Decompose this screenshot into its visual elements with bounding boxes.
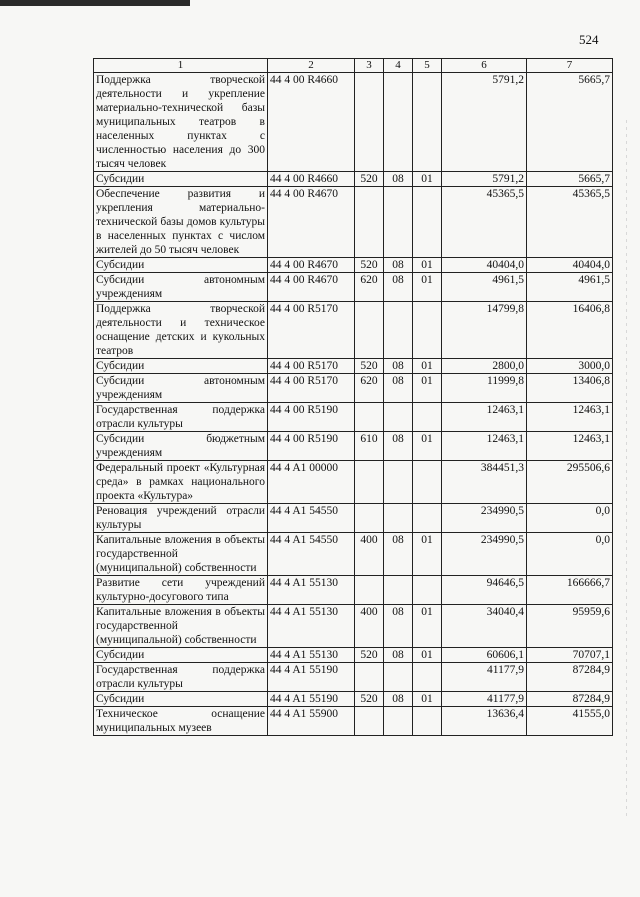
row-col5: 01 (413, 692, 442, 707)
column-header: 5 (413, 59, 442, 73)
row-col4 (384, 504, 413, 533)
row-code: 44 4 00 R5190 (268, 403, 355, 432)
row-col5 (413, 707, 442, 736)
row-value-6: 5791,2 (442, 172, 527, 187)
row-col3 (355, 187, 384, 258)
row-col5: 01 (413, 432, 442, 461)
row-value-6: 34040,4 (442, 605, 527, 648)
row-col5 (413, 504, 442, 533)
row-value-7: 95959,6 (527, 605, 613, 648)
table-row (94, 302, 613, 359)
row-col4 (384, 707, 413, 736)
row-value-7: 3000,0 (527, 359, 613, 374)
row-col3: 520 (355, 172, 384, 187)
row-name: Субсидии (94, 648, 268, 663)
table-row (94, 707, 613, 736)
row-name: Государственная поддержка отрасли культуры (94, 663, 268, 692)
row-value-7: 12463,1 (527, 432, 613, 461)
row-col3: 400 (355, 605, 384, 648)
row-col5: 01 (413, 273, 442, 302)
row-value-7: 12463,1 (527, 403, 613, 432)
row-code: 44 4 A1 54550 (268, 504, 355, 533)
row-name: Субсидии (94, 172, 268, 187)
row-col3: 520 (355, 258, 384, 273)
row-code: 44 4 00 R5170 (268, 302, 355, 359)
scan-top-bar (0, 0, 190, 6)
column-header: 3 (355, 59, 384, 73)
row-col5: 01 (413, 605, 442, 648)
table-row (94, 663, 613, 692)
table-row (94, 692, 613, 707)
row-col5 (413, 461, 442, 504)
row-value-6: 40404,0 (442, 258, 527, 273)
row-value-6: 41177,9 (442, 692, 527, 707)
row-name: Поддержка творческой деятельности и техническое оснащение детских и кукольных театров (94, 302, 268, 359)
table-row (94, 576, 613, 605)
table-row (94, 648, 613, 663)
row-col3 (355, 663, 384, 692)
row-col5: 01 (413, 374, 442, 403)
table-row (94, 359, 613, 374)
row-col4 (384, 73, 413, 172)
row-value-7: 0,0 (527, 533, 613, 576)
column-header: 4 (384, 59, 413, 73)
row-col5: 01 (413, 172, 442, 187)
row-col4 (384, 403, 413, 432)
row-col5 (413, 187, 442, 258)
row-value-6: 60606,1 (442, 648, 527, 663)
row-col3: 520 (355, 359, 384, 374)
column-header: 2 (268, 59, 355, 73)
row-col3 (355, 707, 384, 736)
table-row (94, 432, 613, 461)
row-name: Субсидии бюджетным учреждениям (94, 432, 268, 461)
row-name: Субсидии (94, 258, 268, 273)
row-value-7: 45365,5 (527, 187, 613, 258)
row-col5: 01 (413, 648, 442, 663)
table-body (94, 73, 613, 736)
row-col4: 08 (384, 359, 413, 374)
row-col4 (384, 187, 413, 258)
row-value-6: 41177,9 (442, 663, 527, 692)
scan-margin-line (626, 120, 627, 820)
row-code: 44 4 00 R4670 (268, 258, 355, 273)
row-code: 44 4 A1 55190 (268, 663, 355, 692)
row-code: 44 4 A1 00000 (268, 461, 355, 504)
row-code: 44 4 A1 55130 (268, 605, 355, 648)
row-name: Обеспечение развития и укрепления материально-технической базы домов культуры в населенных пунктах с числом жителей до 50 тысяч человек (94, 187, 268, 258)
row-value-6: 5791,2 (442, 73, 527, 172)
table-row (94, 374, 613, 403)
row-value-7: 13406,8 (527, 374, 613, 403)
row-col3 (355, 403, 384, 432)
row-value-7: 41555,0 (527, 707, 613, 736)
table-row (94, 258, 613, 273)
row-col5 (413, 73, 442, 172)
row-col3 (355, 504, 384, 533)
row-name: Федеральный проект «Культурная среда» в рамках национального проекта «Культура» (94, 461, 268, 504)
row-value-6: 94646,5 (442, 576, 527, 605)
column-header: 6 (442, 59, 527, 73)
row-name: Субсидии (94, 692, 268, 707)
row-col4 (384, 663, 413, 692)
table-row (94, 605, 613, 648)
row-code: 44 4 00 R5170 (268, 374, 355, 403)
row-name: Капитальные вложения в объекты государственной (муниципальной) собственности (94, 533, 268, 576)
row-col5: 01 (413, 258, 442, 273)
row-value-6: 14799,8 (442, 302, 527, 359)
column-header: 7 (527, 59, 613, 73)
table-row (94, 533, 613, 576)
row-col5 (413, 663, 442, 692)
row-value-6: 384451,3 (442, 461, 527, 504)
row-name: Реновация учреждений отрасли культуры (94, 504, 268, 533)
table-row (94, 461, 613, 504)
row-code: 44 4 00 R5170 (268, 359, 355, 374)
row-col4 (384, 576, 413, 605)
table-row (94, 187, 613, 258)
row-code: 44 4 A1 55130 (268, 648, 355, 663)
row-name: Субсидии автономным учреждениям (94, 273, 268, 302)
row-name: Субсидии автономным учреждениям (94, 374, 268, 403)
row-value-6: 234990,5 (442, 504, 527, 533)
row-value-6: 13636,4 (442, 707, 527, 736)
table-row (94, 172, 613, 187)
row-code: 44 4 00 R4660 (268, 172, 355, 187)
row-col4 (384, 302, 413, 359)
row-value-7: 40404,0 (527, 258, 613, 273)
row-name: Техническое оснащение муниципальных музеев (94, 707, 268, 736)
row-name: Субсидии (94, 359, 268, 374)
row-col4: 08 (384, 273, 413, 302)
row-col4: 08 (384, 172, 413, 187)
row-value-6: 45365,5 (442, 187, 527, 258)
row-code: 44 4 A1 55130 (268, 576, 355, 605)
row-value-6: 12463,1 (442, 403, 527, 432)
row-col5 (413, 576, 442, 605)
row-col5 (413, 403, 442, 432)
row-col3: 620 (355, 273, 384, 302)
row-code: 44 4 A1 55900 (268, 707, 355, 736)
row-value-6: 234990,5 (442, 533, 527, 576)
row-col4: 08 (384, 258, 413, 273)
table-row (94, 504, 613, 533)
row-col4: 08 (384, 374, 413, 403)
row-col3: 400 (355, 533, 384, 576)
row-code: 44 4 A1 54550 (268, 533, 355, 576)
row-value-6: 4961,5 (442, 273, 527, 302)
row-value-6: 11999,8 (442, 374, 527, 403)
row-col3: 610 (355, 432, 384, 461)
table-row (94, 273, 613, 302)
table-row (94, 73, 613, 172)
row-name: Государственная поддержка отрасли культуры (94, 403, 268, 432)
row-col5: 01 (413, 533, 442, 576)
row-col3 (355, 576, 384, 605)
row-value-6: 12463,1 (442, 432, 527, 461)
row-value-7: 0,0 (527, 504, 613, 533)
row-value-6: 2800,0 (442, 359, 527, 374)
row-col4: 08 (384, 432, 413, 461)
row-col4: 08 (384, 533, 413, 576)
row-col3 (355, 302, 384, 359)
row-value-7: 70707,1 (527, 648, 613, 663)
row-value-7: 166666,7 (527, 576, 613, 605)
row-code: 44 4 00 R4660 (268, 73, 355, 172)
row-col5: 01 (413, 359, 442, 374)
budget-table (93, 58, 613, 736)
row-code: 44 4 A1 55190 (268, 692, 355, 707)
row-col3 (355, 461, 384, 504)
row-col3: 520 (355, 648, 384, 663)
row-code: 44 4 00 R4670 (268, 187, 355, 258)
row-value-7: 16406,8 (527, 302, 613, 359)
page-number: 524 (579, 32, 599, 47)
table-row (94, 403, 613, 432)
column-header: 1 (94, 59, 268, 73)
row-value-7: 87284,9 (527, 692, 613, 707)
row-col4: 08 (384, 648, 413, 663)
row-col3: 520 (355, 692, 384, 707)
row-value-7: 87284,9 (527, 663, 613, 692)
row-col5 (413, 302, 442, 359)
row-col4 (384, 461, 413, 504)
row-col3: 620 (355, 374, 384, 403)
column-number-row (94, 59, 613, 73)
row-value-7: 5665,7 (527, 73, 613, 172)
row-col4: 08 (384, 692, 413, 707)
row-code: 44 4 00 R5190 (268, 432, 355, 461)
row-value-7: 5665,7 (527, 172, 613, 187)
row-value-7: 295506,6 (527, 461, 613, 504)
row-name: Капитальные вложения в объекты государственной (муниципальной) собственности (94, 605, 268, 648)
row-name: Развитие сети учреждений культурно-досугового типа (94, 576, 268, 605)
row-value-7: 4961,5 (527, 273, 613, 302)
row-col4: 08 (384, 605, 413, 648)
row-col3 (355, 73, 384, 172)
row-name: Поддержка творческой деятельности и укрепление материально-технической базы муниципальных театров в населенных пунктах с численностью населения до 300 тысяч человек (94, 73, 268, 172)
row-code: 44 4 00 R4670 (268, 273, 355, 302)
